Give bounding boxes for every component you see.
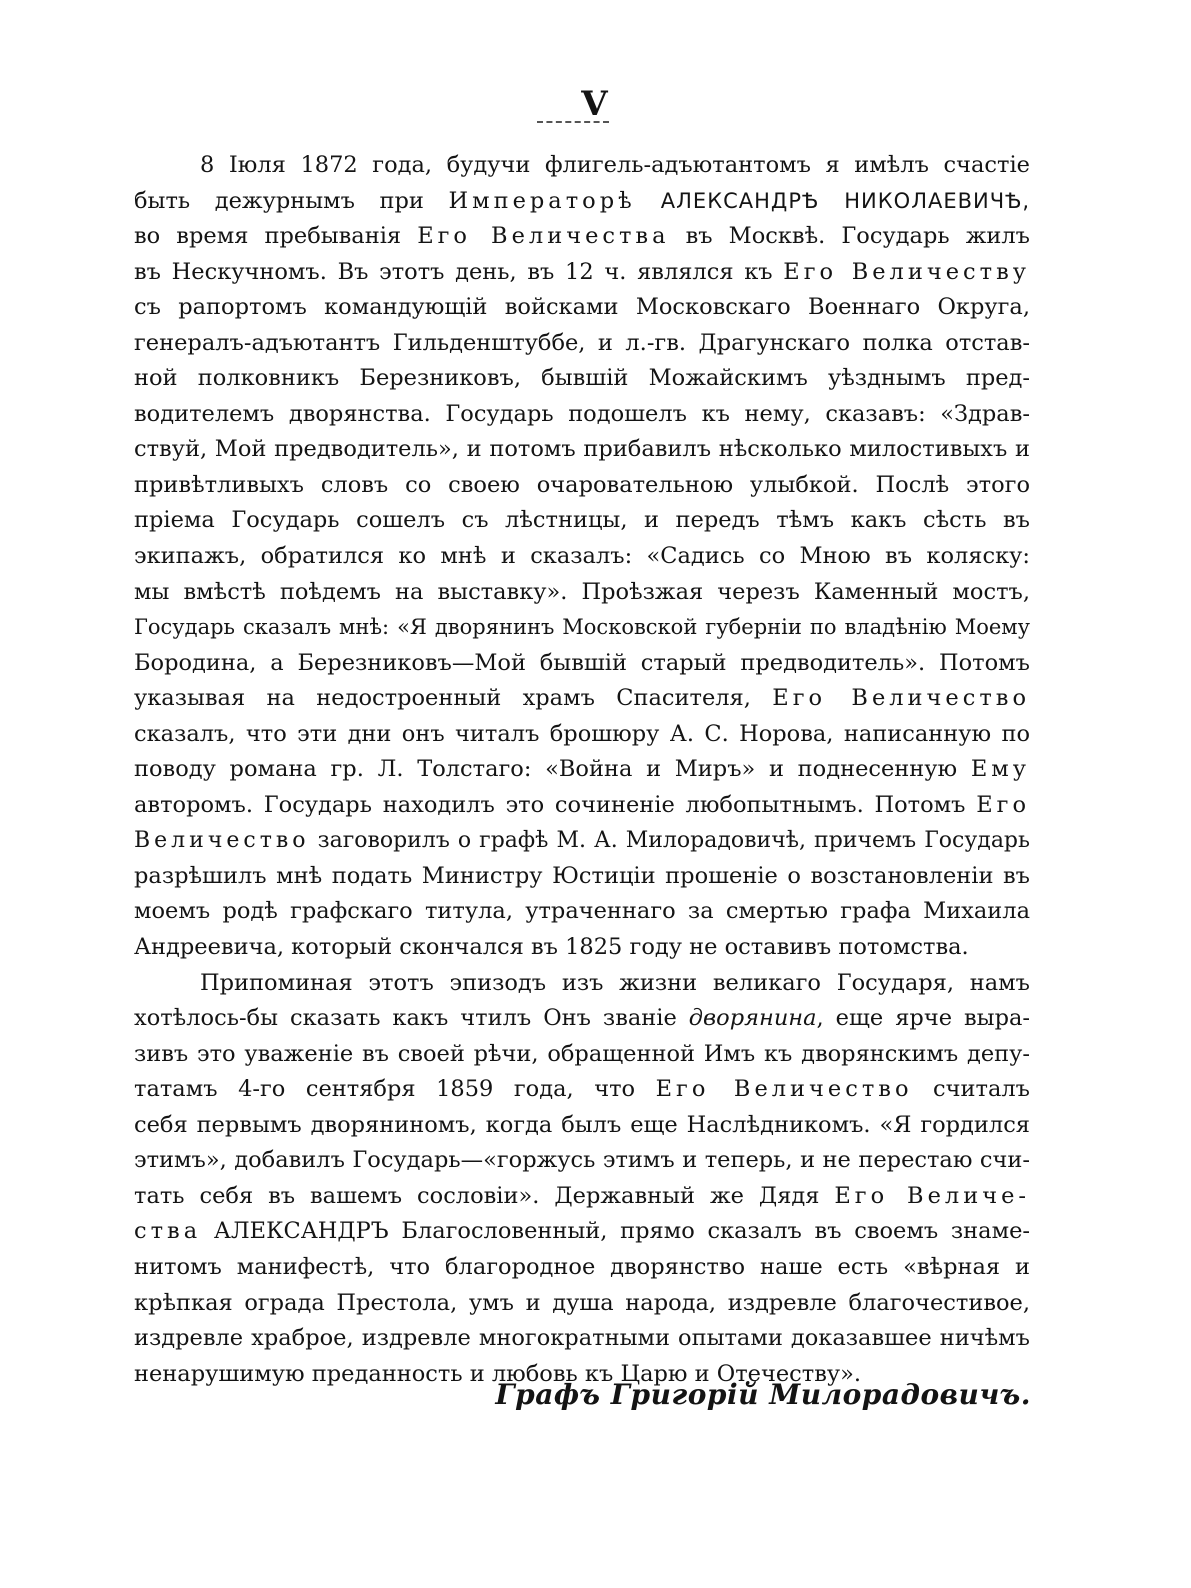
text-line: въ Нескучномъ. Въ этотъ день, въ 12 ч. являлся къ Его Величеству [134, 258, 1030, 285]
spaced-text: Его Величеству [783, 258, 1030, 285]
body-text [134, 148, 1030, 1392]
spaced-text: Его Величества [417, 223, 670, 250]
spaced-text: Ему [970, 756, 1030, 783]
text-line: водителемъ дворянства. Государь подошелъ къ нему, сказавъ: «Здрав- [134, 400, 1030, 427]
text-line: авторомъ. Государь находилъ это сочиненіе любопытнымъ. Потомъ Его [134, 791, 1030, 818]
spaced-text: Его Величество [772, 685, 1030, 712]
text-line: Величество заговорилъ о графѣ М. А. Милорадовичѣ, причемъ Государь [134, 828, 1030, 854]
text-line: генералъ-адъютантъ Гильденштуббе, и л.-гв. Драгунскаго полка отстав- [134, 329, 1030, 356]
text-line: сказалъ, что эти дни онъ читалъ брошюру А. С. Норова, написанную по [134, 720, 1030, 747]
text-line: ной полковникъ Березниковъ, бывшій Можайскимъ уѣзднымъ пред- [134, 365, 1030, 392]
text-line: привѣтливыхъ словъ со своею очаровательною улыбкой. Послѣ этого [134, 471, 1030, 498]
text-line: крѣпкая ограда Престола, умъ и душа народа, издревле благочестивое, [134, 1289, 1030, 1316]
page-number: V [581, 84, 610, 124]
spaced-text: ства [134, 1218, 202, 1245]
spaced-text: Императорѣ [448, 187, 636, 214]
text-line: экипажъ, обратился ко мнѣ и сказалъ: «Садись со Мною въ коляску: [134, 543, 1030, 570]
text-line: ненарушимую преданность и любовь къ Царю и Отечеству». [134, 1360, 862, 1387]
text-line: съ рапортомъ командующій войсками Московскаго Военнаго Округа, [134, 294, 1030, 321]
text-line: пріема Государь сошелъ съ лѣстницы, и передъ тѣмъ какъ сѣсть въ [134, 507, 1030, 534]
text-line: ствуй, Мой предводитель», и потомъ прибавилъ нѣсколько милостивыхъ и [134, 436, 1030, 463]
text-line: мы вмѣстѣ поѣдемъ на выставку». Проѣзжая черезъ Каменный мостъ, [134, 578, 1030, 605]
text-line: этимъ», добавилъ Государь—«горжусь этимъ и теперь, и не перестаю счи- [134, 1147, 1030, 1174]
spaced-text: Его Величество [655, 1076, 913, 1103]
text-line: Андреевича, который скончался въ 1825 году не оставивъ потомства. [134, 934, 969, 961]
text-line: издревле храброе, издревле многократными опытами доказавшее ничѣмъ [134, 1325, 1030, 1352]
text-line: зивъ это уваженіе въ своей рѣчи, обращенной Имъ къ дворянскимъ депу- [134, 1040, 1030, 1067]
text-line: моемъ родѣ графскаго титула, утраченнаго за смертью графа Михаила [134, 898, 1030, 925]
italic-text: дворянина [688, 1005, 817, 1032]
text-line: быть дежурнымъ при Императорѣ АЛЕКСАНДРѢ НИКОЛАЕВИЧѢ, [134, 187, 1030, 214]
text-line: Бородина, а Березниковъ—Мой бывшій старый предводитель». Потомъ [134, 649, 1030, 676]
text-line: себя первымъ дворяниномъ, когда былъ еще Наслѣдникомъ. «Я гордился [134, 1111, 1030, 1138]
text-line: тать себя въ вашемъ сословіи». Державный же Дядя Его Величе- [134, 1182, 1030, 1209]
text-line: разрѣшилъ мнѣ подать Министру Юстиціи прошеніе о возстановленіи въ [134, 862, 1030, 889]
signature: Графъ Григорій Милорадовичъ. [495, 1378, 1031, 1411]
text-line: нитомъ манифестѣ, что благородное дворянство наше есть «вѣрная и [134, 1253, 1030, 1280]
text-line: ства АЛЕКСАНДРЪ Благословенный, прямо сказалъ въ своемъ знаме- [134, 1218, 1030, 1245]
spaced-text: Его Величе- [834, 1182, 1030, 1209]
text-line: татамъ 4-го сентября 1859 года, что Его Величество считалъ [134, 1076, 1030, 1103]
text-line: Припоминая этотъ эпизодъ изъ жизни великаго Государя, намъ [200, 969, 1030, 996]
text-line: во время пребыванія Его Величества въ Москвѣ. Государь жилъ [134, 223, 1030, 250]
text-line: поводу романа гр. Л. Толстаго: «Война и Миръ» и поднесенную Ему [134, 756, 1030, 783]
spaced-text: Величество [134, 828, 310, 854]
spaced-text: Его [976, 791, 1030, 818]
text-line: указывая на недостроенный храмъ Спасителя, Его Величество [134, 685, 1030, 712]
page-number-rule [537, 121, 609, 125]
text-line: хотѣлось-бы сказать какъ чтилъ Онъ званіе дворянина, еще ярче выра- [134, 1005, 1030, 1032]
text-line: 8 Іюля 1872 года, будучи флигель-адъютантомъ я имѣлъ счастіе [200, 152, 1030, 178]
text-line: Государь сказалъ мнѣ: «Я дворянинъ Московской губерніи по владѣнію Моему [134, 615, 1030, 640]
